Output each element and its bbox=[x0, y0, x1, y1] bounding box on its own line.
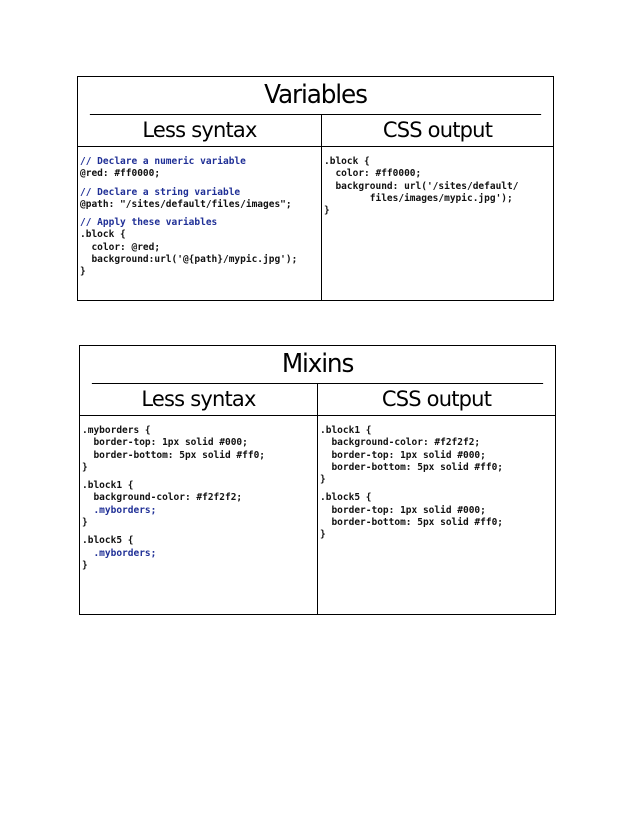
code-line: .myborders { bbox=[82, 425, 151, 436]
mixins-less-header: Less syntax bbox=[80, 383, 317, 416]
code-line: .block1 { bbox=[320, 425, 372, 436]
code-line: background-color: #f2f2f2; bbox=[82, 492, 243, 504]
mixins-title: Mixins bbox=[92, 346, 543, 384]
variables-title: Variables bbox=[90, 77, 541, 115]
code-line: } bbox=[82, 461, 88, 473]
code-comment-line: // Apply these variables bbox=[80, 217, 218, 229]
code-line: } bbox=[324, 205, 330, 217]
code-line: .block5 { bbox=[320, 492, 372, 504]
code-line: .block5 { bbox=[82, 535, 134, 547]
variables-column-divider bbox=[321, 114, 322, 300]
mixins-css-header: CSS output bbox=[318, 383, 555, 416]
variables-css-code bbox=[324, 156, 518, 217]
code-line: } bbox=[80, 266, 86, 278]
variables-table bbox=[77, 76, 554, 301]
code-line: } bbox=[82, 517, 88, 529]
mixins-less-code bbox=[82, 425, 265, 572]
variables-css-header: CSS output bbox=[322, 114, 553, 147]
code-comment-line: // Declare a numeric variable bbox=[80, 156, 246, 167]
mixins-column-divider bbox=[317, 383, 318, 614]
code-line: color: #ff0000; bbox=[324, 168, 422, 180]
code-line: @path: "/sites/default/files/images"; bbox=[80, 198, 292, 210]
code-line: border-top: 1px solid #000; bbox=[320, 504, 486, 516]
mixins-table bbox=[79, 345, 556, 615]
code-line: } bbox=[320, 474, 326, 486]
code-line: background: url('/sites/default/ bbox=[324, 180, 519, 192]
code-line: background-color: #f2f2f2; bbox=[320, 437, 481, 449]
code-line: files/images/mypic.jpg'); bbox=[324, 192, 513, 204]
code-line: } bbox=[320, 529, 326, 541]
code-line: .block { bbox=[324, 156, 370, 167]
code-line: } bbox=[82, 559, 88, 571]
code-line: @red: #ff0000; bbox=[80, 168, 161, 180]
code-line: border-bottom: 5px solid #ff0; bbox=[320, 461, 504, 473]
code-line: .myborders; bbox=[82, 547, 157, 559]
code-line: border-top: 1px solid #000; bbox=[320, 449, 486, 461]
code-line: .block1 { bbox=[82, 480, 134, 492]
code-line: color: @red; bbox=[80, 241, 161, 253]
code-line: .block { bbox=[80, 229, 126, 241]
code-comment-line: // Declare a string variable bbox=[80, 186, 241, 198]
code-line: border-bottom: 5px solid #ff0; bbox=[82, 449, 266, 461]
mixins-css-code bbox=[320, 425, 503, 542]
code-line: border-top: 1px solid #000; bbox=[82, 437, 248, 449]
code-line: .myborders; bbox=[82, 504, 157, 516]
variables-less-header: Less syntax bbox=[78, 114, 321, 147]
code-line: background:url('@{path}/mypic.jpg'); bbox=[80, 254, 298, 266]
code-line: border-bottom: 5px solid #ff0; bbox=[320, 517, 504, 529]
variables-less-code bbox=[80, 156, 297, 279]
